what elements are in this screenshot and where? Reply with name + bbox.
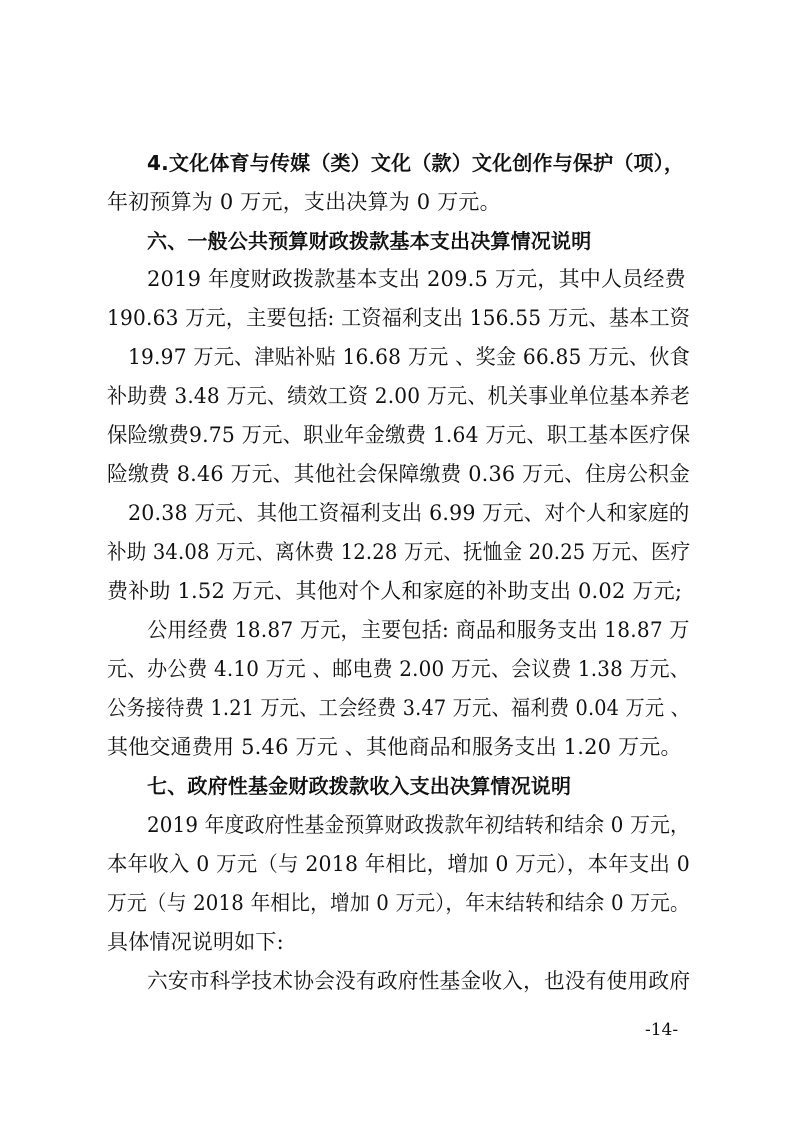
section-7-heading: 七、政府性基金财政拨款收入支出决算情况说明 <box>147 774 572 798</box>
page-number: -14- <box>645 1020 679 1040</box>
paragraph-line: 2019 年度财政拨款基本支出 209.5 万元，其中人员经费 <box>147 267 686 291</box>
paragraph-line: 190.63 万元，主要包括: 工资福利支出 156.55 万元、基本工资 <box>107 306 691 330</box>
paragraph-line: 元、办公费 4.10 万元 、邮电费 2.00 万元、会议费 1.38 万元、 <box>107 657 690 681</box>
paragraph-line: 具体情况说明如下: <box>107 930 284 954</box>
paragraph-line: 本年收入 0 万元（与 2018 年相比，增加 0 万元），本年支出 0 <box>107 852 690 876</box>
paragraph-line: 公务接待费 1.21 万元、工会经费 3.47 万元、福利费 0.04 万元 、 <box>107 696 691 720</box>
paragraph-line: 费补助 1.52 万元、其他对个人和家庭的补助支出 0.02 万元; <box>107 579 683 603</box>
item-4-heading: 4.文化体育与传媒（类）文化（款）文化创作与保护（项）， <box>147 151 685 175</box>
paragraph-line: 19.97 万元、津贴补贴 16.68 万元 、奖金 66.85 万元、伙食 <box>128 345 691 369</box>
paragraph-line: 补助 34.08 万元、离休费 12.28 万元、抚恤金 20.25 万元、医疗 <box>107 540 691 564</box>
paragraph-line: 险缴费 8.46 万元、其他社会保障缴费 0.36 万元、住房公积金 <box>107 462 691 486</box>
paragraph-line: 补助费 3.48 万元、绩效工资 2.00 万元、机关事业单位基本养老 <box>107 384 691 408</box>
item-4-text: 年初预算为 0 万元，支出决算为 0 万元。 <box>107 190 501 214</box>
paragraph-line: 保险缴费9.75 万元、职业年金缴费 1.64 万元、职工基本医疗保 <box>107 423 691 447</box>
paragraph-line: 万元（与 2018 年相比，增加 0 万元），年末结转和结余 0 万元。 <box>107 891 690 915</box>
paragraph-line: 20.38 万元、其他工资福利支出 6.99 万元、对个人和家庭的 <box>128 501 690 525</box>
paragraph-line: 六安市科学技术协会没有政府性基金收入，也没有使用政府 <box>147 969 691 993</box>
paragraph-line: 2019 年度政府性基金预算财政拨款年初结转和结余 0 万元， <box>147 813 691 837</box>
section-6-heading: 六、一般公共预算财政拨款基本支出决算情况说明 <box>147 229 592 253</box>
paragraph-line: 其他交通费用 5.46 万元 、其他商品和服务支出 1.20 万元。 <box>107 735 682 759</box>
paragraph-line: 公用经费 18.87 万元，主要包括: 商品和服务支出 18.87 万 <box>147 618 690 642</box>
